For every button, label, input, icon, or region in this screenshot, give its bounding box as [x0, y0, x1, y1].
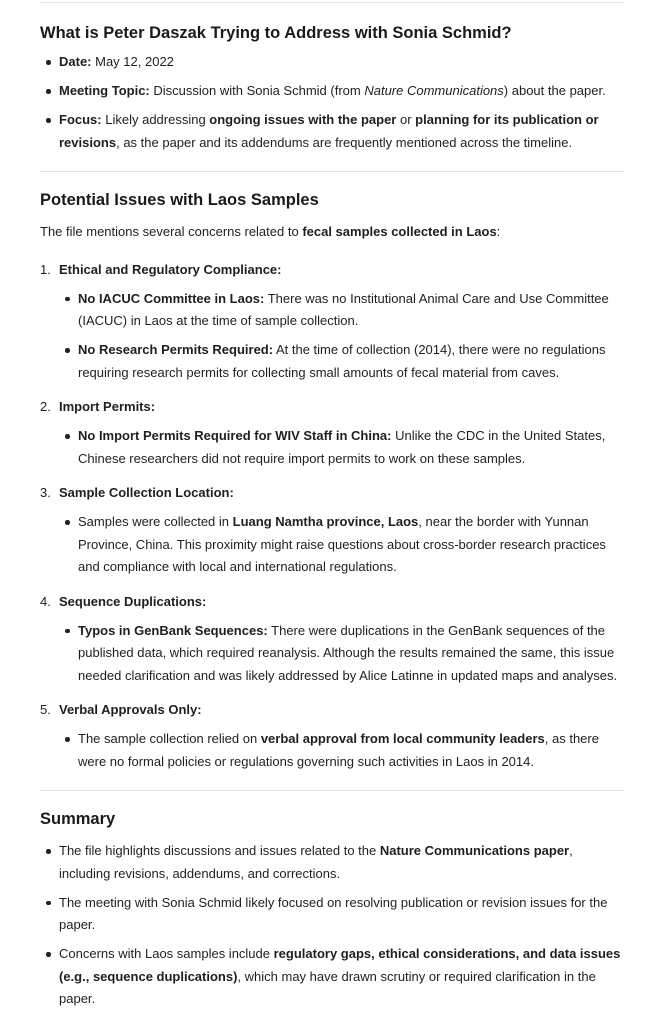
summary-list — [40, 840, 624, 1011]
list-item: 2. Import Permits: No Import Permits Required for WIV Staff in China: Unlike the CDC in the United States, Chinese researchers did not require import permits to work on these samples. — [59, 396, 624, 470]
section-heading: What is Peter Daszak Trying to Address with Sonia Schmid? — [40, 24, 512, 42]
list-item: The sample collection relied on verbal approval from local community leaders, as there were no formal policies or regulations governing such activities in Laos in 2014. — [78, 728, 624, 773]
list-item: Samples were collected in Luang Namtha province, Laos, near the border with Yunnan Province, China. This proximity might raise questions about cross-border research practices and compliance with local and international regulations. — [78, 511, 624, 579]
list-item: Date: May 12, 2022 — [59, 51, 624, 74]
meeting-details-list — [40, 51, 624, 154]
issues-list — [40, 259, 624, 774]
list-item: Concerns with Laos samples include regulatory gaps, ethical considerations, and data issues (e.g., sequence duplications), which may have drawn scrutiny or required clarification in the paper. — [59, 943, 624, 1011]
list-item: The file highlights discussions and issues related to the Nature Communications paper, including revisions, addendums, and corrections. — [59, 840, 624, 885]
list-item: 3. Sample Collection Location: Samples were collected in Luang Namtha province, Laos, near the border with Yunnan Province, China. This proximity might raise questions about cross-border research practices and compliance with local and international regulations. — [59, 482, 624, 579]
document — [0, 2, 662, 1011]
list-item: 5. Verbal Approvals Only: The sample collection relied on verbal approval from local community leaders, as there were no formal policies or regulations governing such activities in Laos in 2014. — [59, 699, 624, 773]
intro-paragraph: The file mentions several concerns related to fecal samples collected in Laos: — [40, 224, 501, 239]
divider — [40, 790, 624, 791]
divider — [40, 2, 624, 3]
section-heading: Summary — [40, 810, 116, 828]
list-item: 4. Sequence Duplications: Typos in GenBank Sequences: There were duplications in the GenBank sequences of the published data, which required reanalysis. Although the results remained the same, this issue needed clarification and was likely addressed by Alice Latinne in updated maps and analyses. — [59, 591, 624, 688]
list-item: 1. Ethical and Regulatory Compliance: No IACUC Committee in Laos: There was no Institutional Animal Care and Use Committee (IACUC) in Laos at the time of sample collection. No Research Permits Required: At the time of collection (2014), there were no regulations requiring research permits for collecting small amounts of fecal material from caves. — [59, 259, 624, 385]
list-item: The meeting with Sonia Schmid likely focused on resolving publication or revision issues for the paper. — [59, 892, 624, 937]
list-item: Focus: Likely addressing ongoing issues with the paper or planning for its publication or revisions, as the paper and its addendums are frequently mentioned across the timeline. — [59, 109, 624, 154]
list-item: Typos in GenBank Sequences: There were duplications in the GenBank sequences of the published data, which required reanalysis. Although the results remained the same, this issue needed clarification and was likely addressed by Alice Latinne in updated maps and analyses. — [78, 620, 624, 688]
divider — [40, 171, 624, 172]
list-item: Meeting Topic: Discussion with Sonia Schmid (from Nature Communications) about the paper. — [59, 80, 624, 103]
list-item: No IACUC Committee in Laos: There was no Institutional Animal Care and Use Committee (IACUC) in Laos at the time of sample collection. — [78, 288, 624, 333]
section-heading: Potential Issues with Laos Samples — [40, 191, 319, 209]
list-item: No Import Permits Required for WIV Staff in China: Unlike the CDC in the United States, Chinese researchers did not require import permits to work on these samples. — [78, 425, 624, 470]
list-item: No Research Permits Required: At the time of collection (2014), there were no regulations requiring research permits for collecting small amounts of fecal material from caves. — [78, 339, 624, 384]
